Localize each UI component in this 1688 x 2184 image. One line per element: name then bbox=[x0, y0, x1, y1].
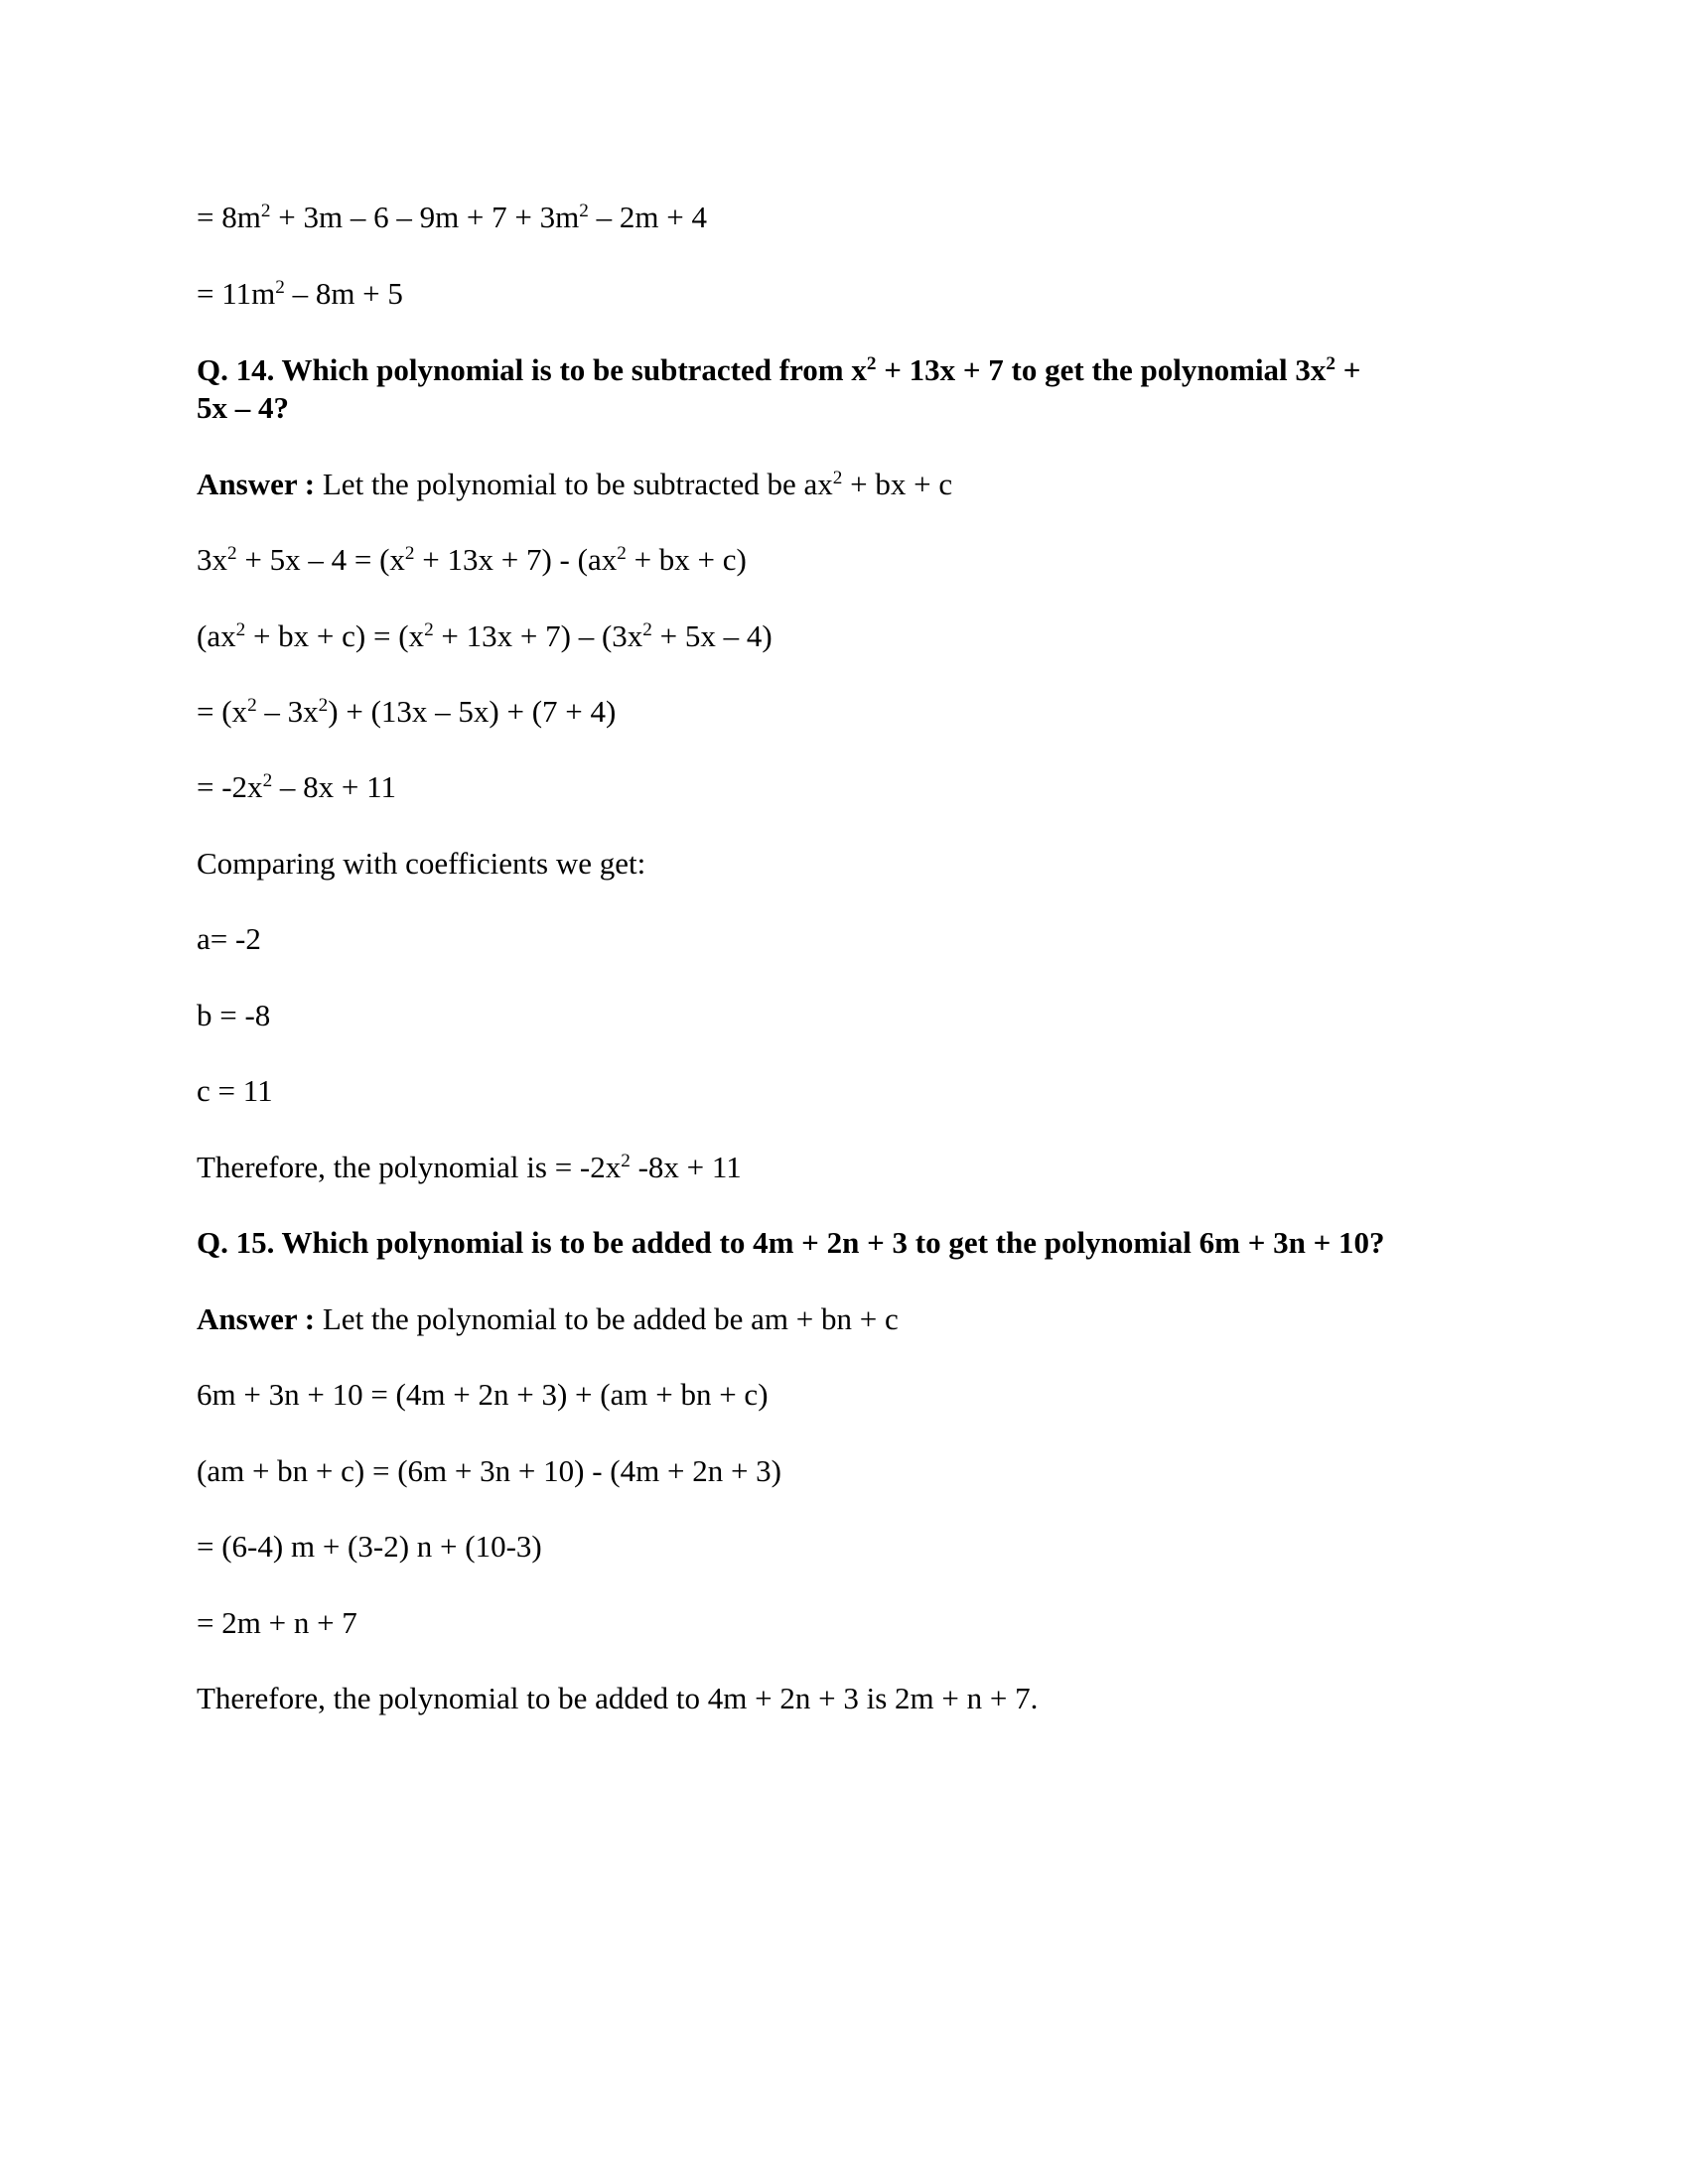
exponent: 2 bbox=[642, 619, 652, 641]
text: (ax bbox=[197, 618, 236, 653]
text: = (6-4) m + (3-2) n + (10-3) bbox=[197, 1529, 542, 1564]
text: Let the polynomial to be subtracted be ax bbox=[315, 467, 833, 501]
equation-line bbox=[197, 693, 616, 731]
exponent: 2 bbox=[579, 201, 589, 222]
exponent: 2 bbox=[262, 770, 273, 792]
text: = 11m bbox=[197, 276, 276, 311]
text: + bx + c) bbox=[626, 542, 747, 577]
exponent: 2 bbox=[404, 543, 415, 565]
text: + 5x – 4) bbox=[651, 618, 773, 653]
text: – 2m + 4 bbox=[588, 200, 707, 234]
equation-line bbox=[197, 1528, 542, 1566]
answer-14-intro bbox=[197, 466, 952, 503]
question-14 bbox=[197, 351, 1360, 389]
exponent: 2 bbox=[318, 695, 329, 717]
text: 5x – 4? bbox=[197, 390, 289, 425]
text: Comparing with coefficients we get: bbox=[197, 846, 646, 881]
coefficient-c bbox=[197, 1072, 273, 1110]
text: + 3m – 6 – 9m + 7 + 3m bbox=[270, 200, 580, 234]
text: – 8m + 5 bbox=[284, 276, 403, 311]
equation-line bbox=[197, 1376, 769, 1414]
exponent: 2 bbox=[621, 1151, 631, 1172]
text: ) + (13x – 5x) + (7 + 4) bbox=[328, 694, 617, 729]
answer-label: Answer : bbox=[197, 467, 316, 501]
equation-line bbox=[197, 275, 403, 313]
equation-line bbox=[197, 1604, 357, 1642]
comparing-text bbox=[197, 845, 645, 883]
text: 3x bbox=[197, 542, 227, 577]
text: Therefore, the polynomial to be added to 4m + 2n + 3 is 2m + n + 7. bbox=[197, 1681, 1039, 1715]
answer-15-intro bbox=[197, 1300, 899, 1338]
text: + bx + c bbox=[842, 467, 953, 501]
equation-line bbox=[197, 768, 396, 806]
exponent: 2 bbox=[617, 543, 627, 565]
coefficient-b bbox=[197, 997, 270, 1034]
exponent: 2 bbox=[235, 619, 246, 641]
equation-line bbox=[197, 199, 707, 236]
text: + 13x + 7) – (3x bbox=[433, 618, 643, 653]
text: + 13x + 7 to get the polynomial 3x bbox=[876, 352, 1327, 387]
text: Q. 15. Which polynomial is to be added to 4m + 2n + 3 to get the polynomial 6m + 3n + 10? bbox=[197, 1225, 1385, 1260]
exponent: 2 bbox=[424, 619, 434, 641]
text: (am + bn + c) = (6m + 3n + 10) - (4m + 2n + 3) bbox=[197, 1453, 781, 1488]
text: Let the polynomial to be added be am + bn + c bbox=[315, 1301, 899, 1336]
equation-line bbox=[197, 541, 747, 579]
text: = -2x bbox=[197, 769, 263, 804]
text: -8x + 11 bbox=[630, 1150, 742, 1184]
equation-line bbox=[197, 617, 773, 655]
text: b = -8 bbox=[197, 998, 271, 1032]
exponent: 2 bbox=[866, 353, 877, 375]
text: = 8m bbox=[197, 200, 261, 234]
text: = (x bbox=[197, 694, 248, 729]
text: + 5x – 4 = (x bbox=[236, 542, 405, 577]
text: – 8x + 11 bbox=[272, 769, 397, 804]
exponent: 2 bbox=[227, 543, 237, 565]
exponent: 2 bbox=[247, 695, 257, 717]
exponent: 2 bbox=[260, 201, 271, 222]
text: + 13x + 7) - (ax bbox=[414, 542, 618, 577]
question-15 bbox=[197, 1224, 1385, 1262]
text: = 2m + n + 7 bbox=[197, 1605, 357, 1640]
equation-line bbox=[197, 1452, 781, 1490]
conclusion-15 bbox=[197, 1680, 1038, 1717]
text: + bbox=[1336, 352, 1361, 387]
question-14-continued bbox=[197, 389, 289, 427]
text: Therefore, the polynomial is = -2x bbox=[197, 1150, 622, 1184]
text: 6m + 3n + 10 = (4m + 2n + 3) + (am + bn + c) bbox=[197, 1377, 769, 1412]
exponent: 2 bbox=[832, 468, 843, 489]
text: Q. 14. Which polynomial is to be subtracted from x bbox=[197, 352, 867, 387]
text: c = 11 bbox=[197, 1073, 273, 1108]
exponent: 2 bbox=[1326, 353, 1336, 375]
conclusion-14 bbox=[197, 1149, 742, 1186]
coefficient-a bbox=[197, 920, 261, 958]
text: + bx + c) = (x bbox=[245, 618, 425, 653]
text: a= -2 bbox=[197, 921, 261, 956]
answer-label: Answer : bbox=[197, 1301, 316, 1336]
exponent: 2 bbox=[275, 277, 285, 299]
text: – 3x bbox=[256, 694, 319, 729]
